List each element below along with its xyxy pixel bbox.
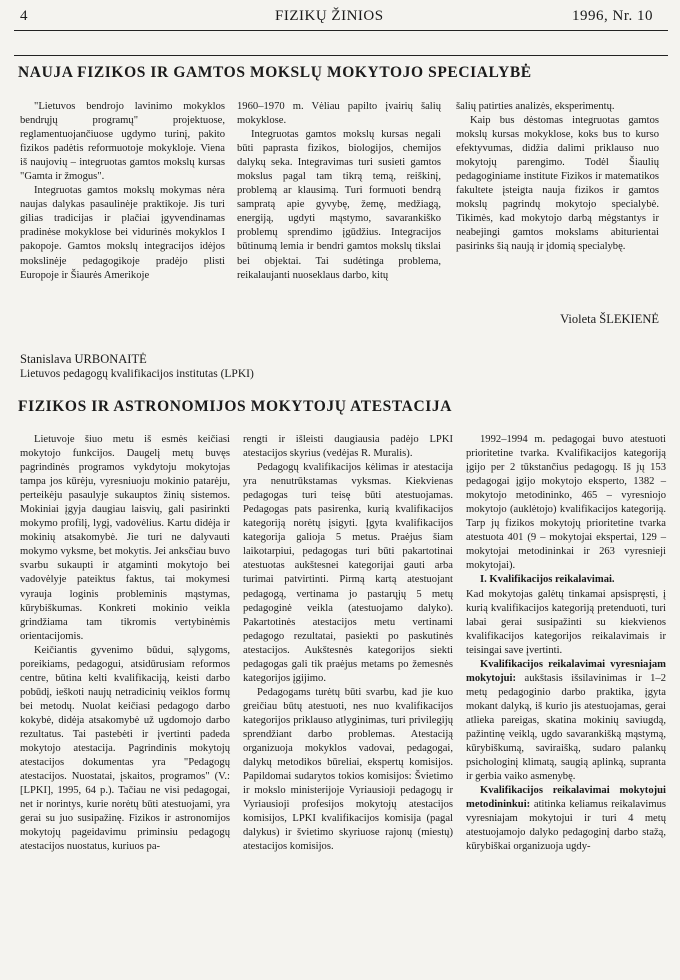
paragraph: Keičiantis gyvenimo būdui, sąlygoms, poreikiams, pedagogui, atsidūrusiam reformos centre, būtina kelti kvalifikaciją, keisti darbo pobūdį, ieškoti naujų netradicinių veiklos formų bei metodų. Nuolat keičiasi pedagogo darbo kokybė, didėja atsakomybė už ugdomojo darbo rezultatus. Tai pastebėti ir įvertinti padeda mokytojo atestacija. Pagrindinis mokytojų atestacijos dokumentas yra "Pedagogų atestacijos. Nuostatai, įskaitos, programos" (V.: [LPKI], 1995, 64 p.). Tačiau ne visi pedagogai, net ir norintys, kurie norėtų būti atestuojami, yra gerai su juo susipažinę. Fizikos ir astronomijos mokytojų pageidavimu priminsiu pedagogų atestacijos nuostatus, kuriuos pa- (20, 644, 230, 853)
paragraph: 1960–1970 m. Vėliau papilto įvairių šalių mokyklose. (237, 101, 441, 127)
paragraph: šalių patirties analizės, eksperimentų. (456, 101, 615, 112)
paragraph (466, 784, 666, 854)
journal-title: FIZIKŲ ŽINIOS (275, 8, 384, 24)
article2-column-2 (243, 433, 453, 854)
paragraph-body: atitinka keliamus reikalavimus vyresniajam mokytojui ir turi 4 metų atestuojamojo dalyko pedagoginį darbo stažą, kūrybiškai organizuoja ugdy- (466, 799, 666, 853)
article1-title: NAUJA FIZIKOS IR GAMTOS MOKSLŲ MOKYTOJO SPECIALYBĖ (18, 64, 532, 81)
section-heading: I. Kvalifikacijos reikalavimai. (480, 574, 615, 586)
paragraph: Pedagogams turėtų būti svarbu, kad jie kuo greičiau būtų atestuoti, nes nuo kvalifikacijos kategorijos priklauso atlyginimas, turi privilegijų sprendžiant darbo problemas. Atestaciją organizuoja mokyklos vadovai, pedagogai, dalykų metodikos būreliai, ekspertų komisijos. Papildomai sudarytos tokios komisijos: Švietimo ir mokslo ministerijoje Vyriausioji pedagogų ir Vyriausioji profesijos mokytojų atestacijos komisijos, LPKI kvalifikacijos komisija (pagal dalykus) ir švietimo skyriuose rajonų (miestų) atestacijos komisijos. (243, 686, 453, 853)
page-number: 4 (20, 8, 28, 24)
article1-column-2 (237, 100, 441, 283)
paragraph: rengti ir išleisti daugiausia padėjo LPKI atestacijos skyrius (vedėjas R. Muralis). (243, 434, 453, 460)
paragraph: Kad mokytojas galėtų tinkamai apsispręsti, į kurią kvalifikacijos kategoriją pretenduoti, turi labai gerai susipažinti su kiekvienos kvalifikacijos kategorijos reikalavimais ir teisingai save įvertinti. (466, 588, 666, 656)
article1-top-rule (14, 55, 668, 56)
byline (20, 352, 420, 382)
paragraph-lead: Kvalifikacijos reikalavimai vyresniajam mokytojui: (466, 658, 666, 684)
article1-column-1 (20, 100, 225, 283)
paragraph: Kaip bus dėstomas integruotas gamtos mokslų kursas mokyklose, koks bus to kurso efektyvumas, didžia dalimi priklauso nuo mokytojų parengimo. Todėl Šiaulių pedagoginiame institute Fizikos ir matematikos fakultete įsteigta nauja fizikos ir gamtos mokslų pagrindų mokytojo specialybė. Tikimės, kad mokytojo darbą mėgstantys ir neabejingi gamtos mokslams abiturientai pasirinks šią naują ir įdomią specialybę. (456, 115, 659, 253)
article1-column-3 (456, 100, 659, 255)
paragraph-lead: Kvalifikacijos reikalavimai mokytojui metodininkui: (466, 785, 666, 811)
author-name: Stanislava URBONAITĖ (20, 352, 147, 366)
author-institution: Lietuvos pedagogų kvalifikacijos institutas (LPKI) (20, 368, 254, 380)
paragraph-body: aukštasis išsilavinimas ir 1–2 metų pedagoginio darbo praktika, įgyta mokant dalyką, iš kurio jis atestuojamas, gerai atlieka pareigas, skatina mokinių saviugdą, pažintinę veiklą, ugdo savarankišką mąstymą, kūrybiškumą, saviraišką, sudaro palankų psichologinį klimatą, saugią aplinką, supranta ir gerbia vaiko asmenybę. (466, 672, 666, 783)
article2-column-1 (20, 433, 230, 854)
paragraph: Lietuvoje šiuo metu iš esmės keičiasi mokytojo funkcijos. Daugelį metų buvęs pagrindinės programos vykdytoju mokytojas tampa jos kūrėju, vyresniuoju mokinio patarėju, perteikėju pasaulyje sukauptos žinių sistemos. Mokiniai įgyja daugiau laisvių, gali pasirinkti mokymo profilį, lygį, vadovėlius. Kartu didėja ir mokinių atsakomybė. Jie turi ne dalyvauti mokymo vyksme, bet mokytis. Jei anksčiau buvo svarbu sukaupti ir atgaminti mokytojo bei vadovėlyje pateiktus faktus, tai mokymesi vyrauja loginis probleminis mąstymas, kūrybiškumas. Konkreti mokinio veikla grindžiama tam tikromis vertybinėmis orientacijomis. (20, 434, 230, 642)
paragraph: Integruotas gamtos mokslų mokymas nėra naujas dalykas pasaulinėje praktikoje. Jis turi gilias tradicijas ir plačiai įgyvendinamas pradinėse mokyklose bei vidurinės mokyklos I pakopoje. Gamtos mokslų integracijos idėjos mokslinėje pedagogikoje pradėjo plisti Europoje ir Šiaurės Amerikoje (20, 185, 225, 281)
paragraph: "Lietuvos bendrojo lavinimo mokyklos bendrųjų programų" projektuose, reglamentuojančiuose ugdymo turinį, pakito fizikos padėtis reformuotoje mokykloje. Viena iš naujovių – integruotas gamtos mokslų kursas "Gamta ir žmogus". (20, 101, 225, 183)
paragraph: Integruotas gamtos mokslų kursas negali būti paprasta fizikos, biologijos, chemijos dalykų seka. Integravimas turi susieti gamtos mokslus pagal tam tikrą temą, reiškinį, problemą ar klausimą. Turi formuoti bendrą sampratą apie gyvybę, žemę, medžiagą, energiją, ugdyti mąstymo, savarankiško problemų sprendimo įgūdžius. Integracijos būtinumą lemia ir bendri gamtos mokslų tikslai bei objektai. Tai sudėtinga problema, reikalaujanti nuoseklaus darbo, kitų (237, 129, 441, 281)
paragraph: Pedagogų kvalifikacijos kėlimas ir atestacija yra nenutrūkstamas vyksmas. Kiekvienas pedagogas turi teisę būti atestuojamas. Pedagogas pats pasirenka, kurią kvalifikacijos kategoriją norėtų įsigyti. Įgyta kvalifikacijos kategorija galioja 5 metus. Praėjus šiam laikotarpiui, pedagogas turi būti pakartotinai atestuotas aukštesnei kategorijai gauti arba turimai patvirtinti. Pirmą kartą atestuojant pedagogą, vertinama jo pastarųjų 5 metų pedagoginė veikla (atestuojamo dalyko). Pakartotinės atestacijos metu vertinami pedagogo rezultatai, pasiekti po paskutinės atestacijos. Aukštesnės kategorijos siekti pedagogas gali tik praėjus metams po žemesnės kategorijos įgijimo. (243, 462, 453, 684)
article2-column-3 (466, 433, 666, 854)
paragraph (466, 658, 666, 784)
header-rule (14, 30, 668, 31)
issue-label: 1996, Nr. 10 (572, 8, 653, 24)
article1-signature: Violeta ŠLEKIENĖ (560, 312, 659, 326)
paragraph: 1992–1994 m. pedagogai buvo atestuoti prioritetine tvarka. Kvalifikacijos kategoriją įgijo per 2 tūkstančius pedagogų. Iš jų 153 pedagogai įgijo mokytojo eksperto, 1382 – mokytojo metodininko, 465 – vyresniojo mokytojo (auklėtojo) kvalifikacijos kategoriją. Tarp jų fizikos mokytojų prioritetine tvarka atestuota 401 (9 – mokytojai ekspertai, 129 – mokytojai metodininkai ir 263 vyresnieji mokytojai). (466, 434, 666, 572)
article2-title: FIZIKOS IR ASTRONOMIJOS MOKYTOJŲ ATESTACIJA (18, 398, 453, 415)
